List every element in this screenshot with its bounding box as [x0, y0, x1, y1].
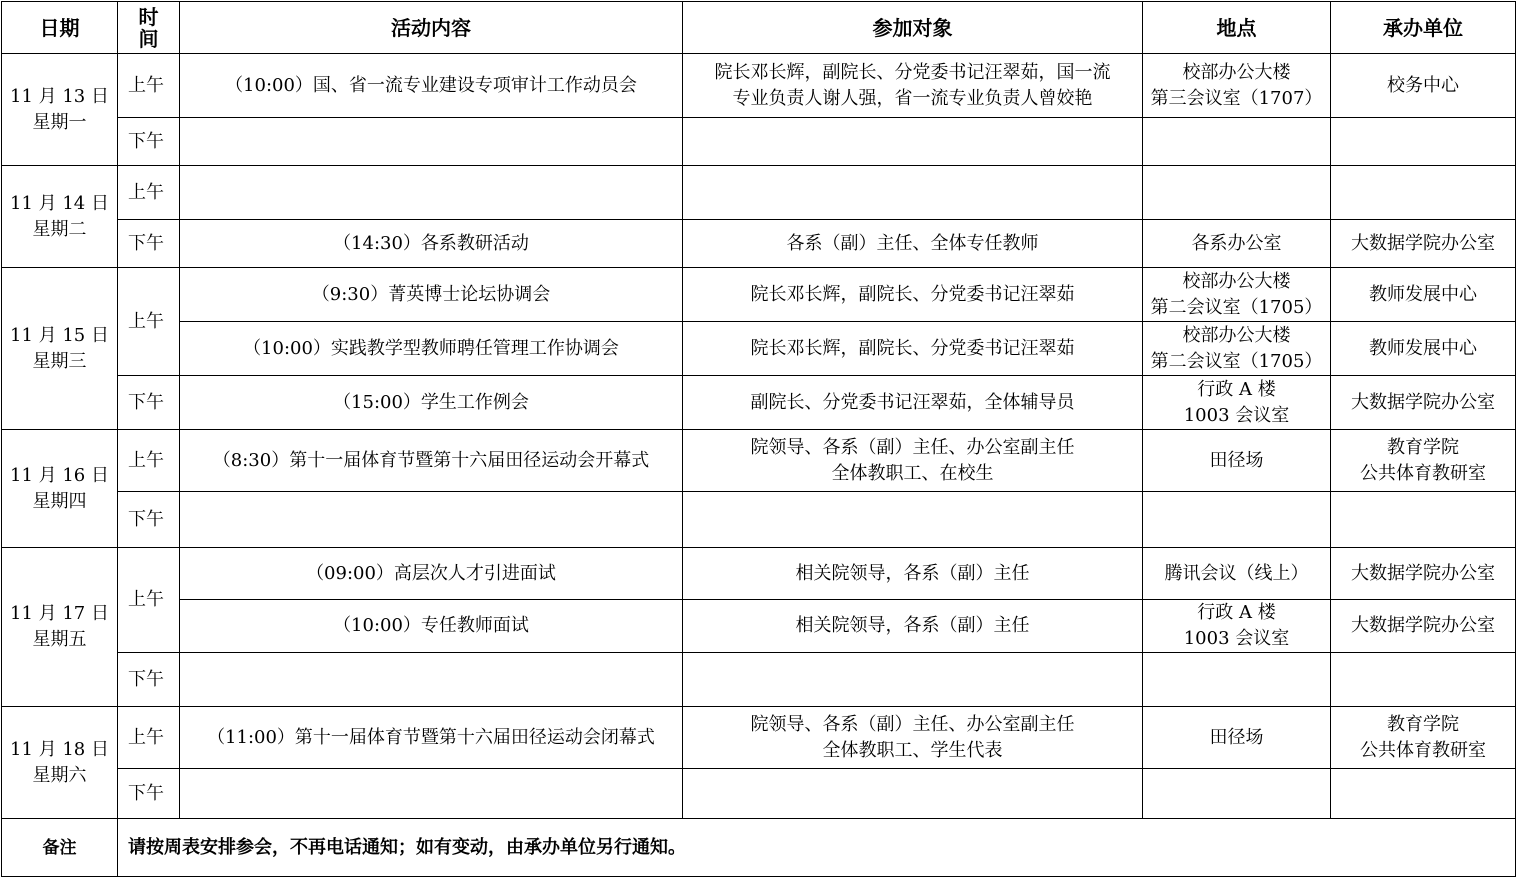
period-am: 上午: [118, 268, 180, 376]
location-line: 第二会议室（1705）: [1150, 350, 1323, 372]
period-pm: 下午: [118, 653, 180, 707]
organizer-cell: 大数据学院办公室: [1331, 600, 1516, 653]
activity-cell: [180, 118, 683, 166]
date-text: 11 月 17 日: [10, 603, 109, 624]
location-line: 校部办公大楼: [1182, 61, 1291, 83]
location-cell: 各系办公室: [1143, 220, 1331, 268]
date-text: 11 月 18 日: [10, 738, 109, 760]
period-pm: 下午: [118, 118, 180, 166]
activity-cell: （15:00）学生工作例会: [180, 376, 683, 430]
organizer-cell: [1331, 118, 1516, 166]
location-line: 第二会议室（1705）: [1150, 296, 1323, 318]
participants-cell: [683, 118, 1143, 166]
location-line: 行政 A 楼: [1197, 378, 1276, 400]
location-cell: [1143, 322, 1331, 376]
location-line: 1003 会议室: [1183, 404, 1290, 426]
organizer-cell: 校务中心: [1331, 54, 1516, 118]
organizer-cell: 教师发展中心: [1331, 268, 1516, 322]
weekday-text: 星期五: [32, 629, 87, 650]
activity-cell: （9:30）菁英博士论坛协调会: [180, 268, 683, 322]
table-row: [2, 600, 1516, 653]
date-text: 11 月 15 日: [10, 324, 109, 346]
participants-line: 院领导、各系（副）主任、办公室副主任: [750, 436, 1075, 458]
participants-cell: [683, 430, 1143, 492]
table-row: [2, 376, 1516, 430]
participants-cell: [683, 166, 1143, 220]
organizer-cell: 大数据学院办公室: [1331, 548, 1516, 600]
activity-cell: （11:00）第十一届体育节暨第十六届田径运动会闭幕式: [180, 707, 683, 769]
weekday-text: 星期三: [32, 350, 87, 372]
organizer-cell: [1331, 653, 1516, 707]
activity-cell: （10:00）实践教学型教师聘任管理工作协调会: [180, 322, 683, 376]
period-am: 上午: [118, 54, 180, 118]
participants-line: 院长邓长辉，副院长、分党委书记汪翠茹，国一流: [714, 61, 1111, 83]
participants-cell: [683, 653, 1143, 707]
day-cell: [2, 548, 118, 707]
table-row: [2, 548, 1516, 600]
day-cell: [2, 707, 118, 819]
table-row: [2, 492, 1516, 548]
period-am: 上午: [118, 707, 180, 769]
day-cell: [2, 54, 118, 166]
location-cell: [1143, 769, 1331, 819]
location-cell: [1143, 600, 1331, 653]
period-pm: 下午: [118, 492, 180, 548]
location-cell: [1143, 118, 1331, 166]
location-cell: [1143, 376, 1331, 430]
activity-cell: [180, 492, 683, 548]
table-row: [2, 653, 1516, 707]
organizer-cell: [1331, 492, 1516, 548]
header-location: 地点: [1143, 2, 1331, 54]
activity-cell: （10:00）国、省一流专业建设专项审计工作动员会: [180, 54, 683, 118]
organizer-line: 公共体育教研室: [1360, 462, 1486, 484]
location-line: 行政 A 楼: [1197, 602, 1276, 623]
weekday-text: 星期四: [32, 490, 87, 512]
activity-cell: （14:30）各系教研活动: [180, 220, 683, 268]
participants-cell: 院长邓长辉，副院长、分党委书记汪翠茹: [683, 322, 1143, 376]
period-am: 上午: [118, 430, 180, 492]
location-cell: [1143, 54, 1331, 118]
date-text: 11 月 16 日: [10, 464, 109, 486]
location-cell: [1143, 166, 1331, 220]
organizer-cell: [1331, 707, 1516, 769]
table-row: [2, 707, 1516, 769]
period-am: 上午: [118, 166, 180, 220]
location-cell: 腾讯会议（线上）: [1143, 548, 1331, 600]
note-row: [2, 819, 1516, 877]
location-cell: 田径场: [1143, 430, 1331, 492]
participants-cell: 各系（副）主任、全体专任教师: [683, 220, 1143, 268]
table-row: [2, 769, 1516, 819]
location-line: 校部办公大楼: [1182, 324, 1291, 346]
note-label: 备注: [2, 819, 118, 877]
table-row: [2, 322, 1516, 376]
organizer-cell: 教师发展中心: [1331, 322, 1516, 376]
activity-cell: [180, 769, 683, 819]
activity-cell: （8:30）第十一届体育节暨第十六届田径运动会开幕式: [180, 430, 683, 492]
organizer-cell: [1331, 430, 1516, 492]
weekly-schedule-table: [1, 1, 1516, 877]
date-text: 11 月 13 日: [10, 85, 109, 107]
header-organizer: 承办单位: [1331, 2, 1516, 54]
participants-cell: [683, 492, 1143, 548]
participants-line: 专业负责人谢人强，省一流专业负责人曾姣艳: [732, 87, 1093, 109]
location-line: 校部办公大楼: [1182, 270, 1291, 292]
header-row: [2, 2, 1516, 54]
organizer-cell: [1331, 166, 1516, 220]
weekday-text: 星期六: [32, 764, 87, 786]
day-cell: [2, 268, 118, 430]
header-activity: 活动内容: [180, 2, 683, 54]
table-row: [2, 220, 1516, 268]
period-pm: 下午: [118, 220, 180, 268]
participants-cell: 副院长、分党委书记汪翠茹，全体辅导员: [683, 376, 1143, 430]
organizer-line: 教育学院: [1387, 436, 1459, 458]
header-date: 日期: [2, 2, 118, 54]
header-time: [118, 2, 180, 54]
activity-cell: [180, 653, 683, 707]
organizer-line: 教育学院: [1387, 713, 1459, 735]
table-row: [2, 430, 1516, 492]
activity-cell: （09:00）高层次人才引进面试: [180, 548, 683, 600]
location-cell: [1143, 492, 1331, 548]
participants-cell: [683, 769, 1143, 819]
period-pm: 下午: [118, 769, 180, 819]
organizer-cell: 大数据学院办公室: [1331, 220, 1516, 268]
location-line: 第三会议室（1707）: [1150, 87, 1323, 109]
activity-cell: （10:00）专任教师面试: [180, 600, 683, 653]
participants-cell: 相关院领导，各系（副）主任: [683, 548, 1143, 600]
participants-cell: 院长邓长辉，副院长、分党委书记汪翠茹: [683, 268, 1143, 322]
period-am: 上午: [118, 548, 180, 653]
table-row: [2, 166, 1516, 220]
weekday-text: 星期二: [32, 218, 87, 240]
location-line: 1003 会议室: [1183, 628, 1290, 649]
participants-line: 院领导、各系（副）主任、办公室副主任: [750, 713, 1075, 735]
participants-line: 全体教职工、学生代表: [822, 739, 1003, 761]
table-row: [2, 268, 1516, 322]
participants-cell: [683, 707, 1143, 769]
participants-cell: 相关院领导，各系（副）主任: [683, 600, 1143, 653]
location-cell: [1143, 653, 1331, 707]
participants-cell: [683, 54, 1143, 118]
period-pm: 下午: [118, 376, 180, 430]
header-time-line1: 时: [138, 4, 159, 29]
date-text: 11 月 14 日: [10, 192, 109, 214]
table-row: [2, 118, 1516, 166]
activity-cell: [180, 166, 683, 220]
location-cell: [1143, 268, 1331, 322]
note-text: 请按周表安排参会，不再电话通知；如有变动，由承办单位另行通知。: [118, 819, 1516, 877]
organizer-cell: [1331, 769, 1516, 819]
day-cell: [2, 166, 118, 268]
location-cell: 田径场: [1143, 707, 1331, 769]
header-participants: 参加对象: [683, 2, 1143, 54]
organizer-cell: 大数据学院办公室: [1331, 376, 1516, 430]
day-cell: [2, 430, 118, 548]
weekday-text: 星期一: [32, 111, 87, 133]
organizer-line: 公共体育教研室: [1360, 739, 1486, 761]
header-time-line2: 间: [138, 26, 159, 51]
participants-line: 全体教职工、在校生: [831, 462, 994, 484]
table-row: [2, 54, 1516, 118]
